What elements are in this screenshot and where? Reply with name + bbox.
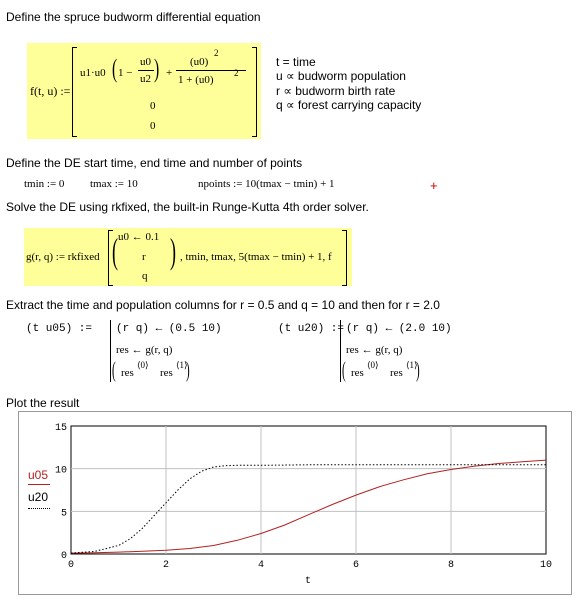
var-r: r ∝ budworm birth rate	[276, 84, 396, 98]
x-tick-label: 0	[67, 560, 75, 571]
plot-ticks	[55, 423, 552, 571]
solver-rest: , tmin, tmax, 5(tmax − tmin) + 1, f	[180, 251, 332, 263]
extract-right-line1[interactable]: (r q) ← (2.0 10)	[346, 323, 452, 335]
equation-bracket-left	[72, 47, 77, 137]
equation-plus: +	[166, 67, 173, 79]
frac-line	[138, 70, 154, 71]
extract-left-paren-l: (	[112, 357, 116, 382]
solver-r: r	[142, 251, 146, 263]
heading-define-de: Define the DE start time, end time and number of points	[6, 156, 303, 170]
equation-lhs: f(t, u) :=	[30, 84, 71, 98]
x-tick-label: 4	[257, 560, 265, 571]
sq-denominator-exp: 2	[234, 68, 239, 78]
equation-bracket-right	[252, 47, 257, 137]
sq-numerator-exp: 2	[214, 48, 219, 58]
extract-right-paren-r: )	[416, 357, 420, 382]
extract-left-line2[interactable]: res ← g(r, q)	[116, 344, 173, 356]
equation-zero-1: 0	[150, 100, 156, 112]
solver-lhs: g(r, q) := rkfixed	[26, 251, 100, 263]
param-tmin[interactable]: tmin := 0	[24, 178, 65, 190]
extract-right-program-bar	[340, 320, 341, 382]
extract-left-lhs[interactable]: (t u05) :=	[26, 323, 93, 335]
legend-u05-line	[28, 484, 50, 485]
paren-right: )	[154, 54, 160, 83]
extract-left-line1[interactable]: (r q) ← (0.5 10)	[116, 323, 222, 335]
heading-define-equation: Define the spruce budworm differential equation	[6, 10, 261, 24]
frac-denominator: u2	[140, 73, 151, 85]
legend-u05: u05	[28, 468, 49, 482]
extract-right-line2[interactable]: res ← g(r, q)	[346, 344, 403, 356]
extract-left-res1: res	[160, 367, 173, 379]
param-npoints[interactable]: npoints := 10(tmax − tmin) + 1	[198, 178, 335, 190]
heading-plot: Plot the result	[6, 396, 80, 410]
plot-region[interactable]	[18, 411, 572, 595]
extract-right-res1-sup: ⟨1⟩	[406, 360, 418, 370]
extract-left-res0: res	[121, 367, 134, 379]
insert-cursor-marker: +	[430, 178, 438, 193]
solver-outer-bracket-right	[342, 230, 347, 286]
extract-left-res0-sup: ⟨0⟩	[137, 360, 149, 370]
x-tick-label: 6	[352, 560, 360, 571]
solver-q: q	[142, 270, 148, 282]
plot-frame	[71, 426, 546, 554]
legend-u20-line	[28, 508, 50, 509]
y-tick-label: 10	[54, 465, 67, 477]
y-tick-label: 5	[60, 508, 67, 520]
extract-left-program-bar	[110, 320, 111, 382]
x-axis-label: t	[305, 576, 312, 587]
heading-extract: Extract the time and population columns for r = 0.5 and q = 10 and then for r = 2.0	[6, 298, 440, 312]
plot-series	[71, 460, 546, 553]
y-tick-label: 15	[54, 423, 67, 434]
y-tick-label: 0	[60, 551, 67, 562]
extract-right-res0-sup: ⟨0⟩	[367, 360, 379, 370]
x-tick-label: 2	[162, 560, 170, 571]
sq-numerator: (u0)	[190, 56, 209, 68]
x-tick-label: 10	[539, 560, 553, 571]
series-line-u05	[71, 460, 546, 553]
series-line-u20	[71, 465, 546, 553]
sq-denominator: 1 + (u0)	[178, 74, 214, 86]
legend-u20: u20	[28, 490, 49, 504]
equation-one-minus: 1 −	[118, 67, 133, 79]
var-u: u ∝ budworm population	[276, 69, 406, 83]
line-chart	[19, 412, 571, 594]
extract-left-paren-r: )	[186, 357, 190, 382]
equation-u1u0: u1·u0	[80, 67, 106, 79]
var-q: q ∝ forest carrying capacity	[276, 98, 422, 112]
extract-right-paren-l: (	[342, 357, 346, 382]
plot-grid	[71, 426, 546, 554]
extract-right-res0: res	[351, 367, 364, 379]
solver-paren-left: (	[112, 231, 118, 271]
param-tmax[interactable]: tmax := 10	[90, 178, 138, 190]
x-tick-label: 8	[447, 560, 455, 571]
var-t: t = time	[276, 55, 316, 69]
solver-paren-right: )	[170, 231, 176, 271]
paren-left: (	[112, 54, 118, 83]
heading-solve: Solve the DE using rkfixed, the built-in Runge-Kutta 4th order solver.	[6, 200, 369, 214]
extract-right-res1: res	[390, 367, 403, 379]
frac-numerator: u0	[140, 56, 151, 68]
solver-init: u0 ← 0.1	[118, 231, 160, 243]
extract-right-lhs[interactable]: (t u20) :=	[278, 323, 345, 335]
equation-zero-2: 0	[150, 120, 156, 132]
extract-left-res1-sup: ⟨1⟩	[176, 360, 188, 370]
